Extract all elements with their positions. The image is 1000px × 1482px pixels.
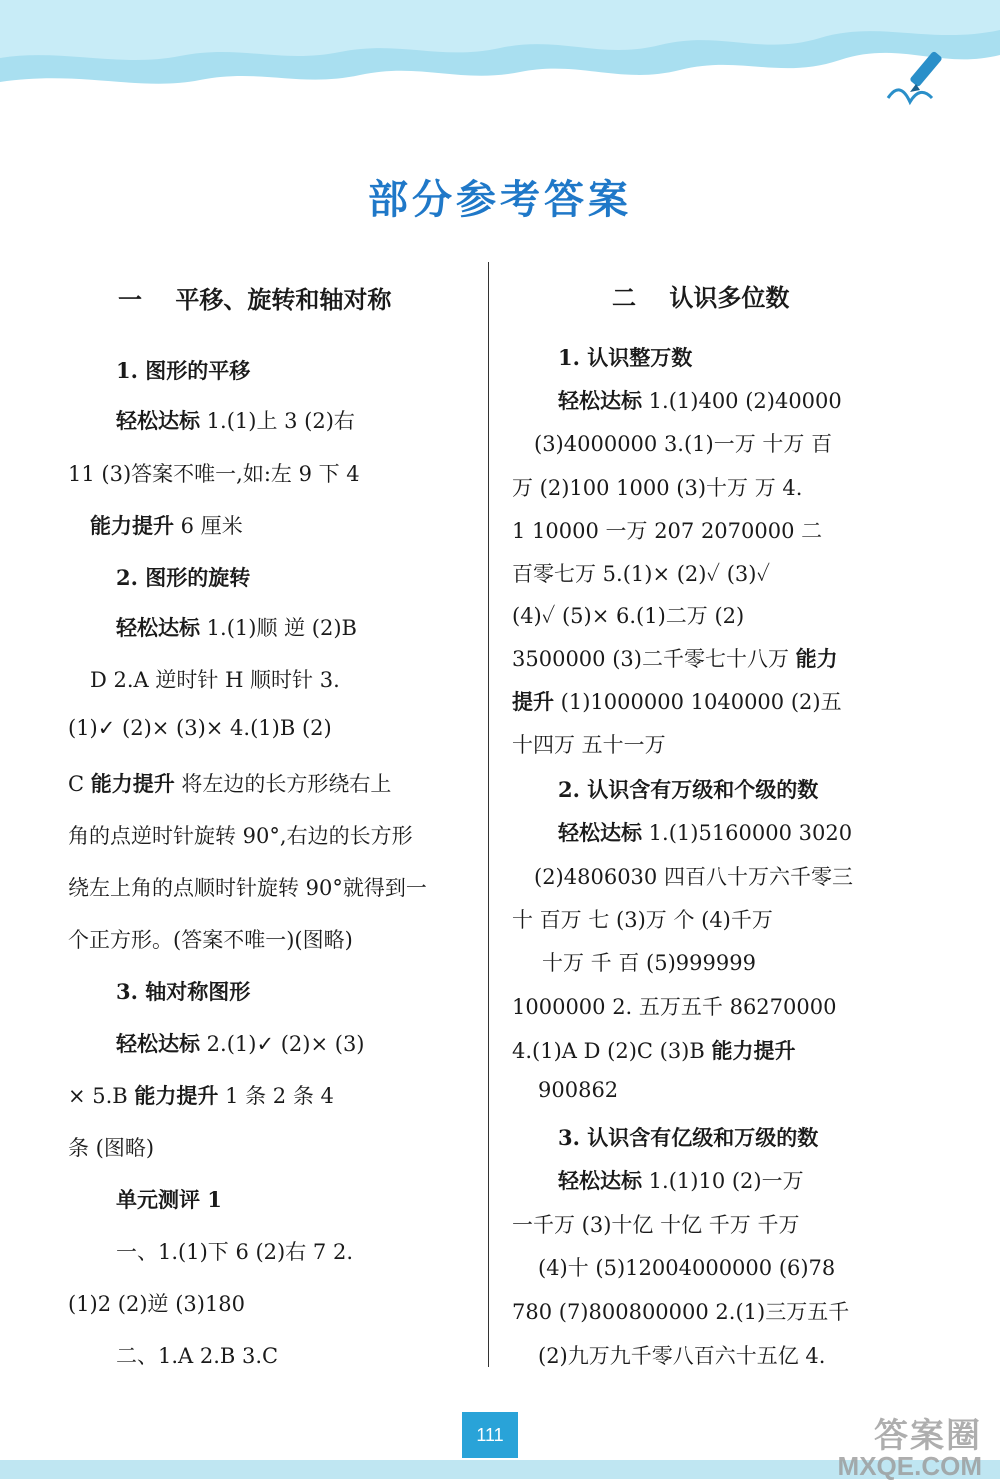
- answer-text: 一千万 (3)十亿 十亿 千万 千万: [512, 1213, 800, 1237]
- answer-line: [512, 904, 773, 934]
- answer-text: 万 (2)100 1000 (3)十万 万 4.: [512, 476, 803, 500]
- answer-text: 1.(1)400 (2)40000: [642, 389, 842, 413]
- section-heading: 1. 认识整万数: [558, 345, 693, 370]
- label-bold: 能力提升: [90, 771, 175, 796]
- answer-line: [68, 716, 332, 740]
- answer-text: (4)✓ (5)× 6.(1)二万 (2): [512, 604, 745, 628]
- label-bold: 能力提升: [711, 1038, 796, 1063]
- answer-text: D 2.A 逆时针 H 顺时针 3.: [90, 668, 340, 692]
- answer-line: [512, 1209, 799, 1239]
- answer-text: (3)4000000 3.(1)一万 十万 百: [534, 432, 833, 456]
- answer-line: [538, 1340, 825, 1370]
- answer-text: 1.(1)10 (2)一万: [642, 1169, 804, 1193]
- answer-line: [512, 729, 666, 759]
- answer-text: 1 条 2 条 4: [218, 1084, 334, 1108]
- answer-text: (4)十 (5)12004000000 (6)78: [538, 1256, 836, 1280]
- answer-line: [116, 612, 357, 642]
- answer-line: [534, 861, 853, 891]
- answer-text: 6 厘米: [174, 514, 243, 538]
- answer-text: 个正方形。(答案不唯一)(图略): [68, 928, 353, 952]
- answer-text: 900862: [538, 1078, 619, 1102]
- answer-line: [558, 817, 852, 847]
- answer-text: 十 百万 七 (3)万 个 (4)千万: [512, 908, 773, 932]
- answer-text: 1.(1)上 3 (2)右: [200, 409, 355, 433]
- answer-text: 1.(1)顺 逆 (2)B: [200, 616, 357, 640]
- label-bold: 提升: [512, 689, 554, 714]
- answer-line: [116, 1028, 365, 1058]
- chapter-heading: 二 认识多位数: [612, 283, 790, 312]
- answer-line: [68, 458, 360, 488]
- answer-text: 1.(1)5160000 3020: [642, 821, 853, 845]
- answer-text: 将左边的长方形绕右上: [174, 772, 392, 796]
- answer-line: [68, 1080, 334, 1110]
- label-bold: 轻松达标: [116, 408, 200, 433]
- label-bold: 轻松达标: [116, 1031, 200, 1056]
- answer-text: 二、1.A 2.B 3.C: [116, 1344, 279, 1368]
- watermark-url: MXQE.COM: [837, 1451, 982, 1481]
- answer-text: 2.(1)✓ (2)× (3): [200, 1032, 365, 1056]
- answer-text: (2)4806030 四百八十万六千零三: [534, 865, 853, 889]
- answer-line: [558, 385, 842, 415]
- answer-line: [90, 664, 340, 694]
- answer-text: 4.(1)A D (2)C (3)B: [512, 1039, 712, 1063]
- label-bold: 能力提升: [90, 513, 174, 538]
- answer-line: [68, 1132, 154, 1162]
- answer-line: [538, 1078, 618, 1102]
- section-heading: 3. 认识含有亿级和万级的数: [558, 1125, 819, 1150]
- watermark: [838, 1408, 982, 1482]
- answer-text: 一、1.(1)下 6 (2)右 7 2.: [116, 1240, 353, 1264]
- answer-line: [68, 1288, 245, 1318]
- label-bold: 轻松达标: [558, 1168, 642, 1193]
- answer-line: [512, 472, 802, 502]
- label-bold: 能力: [795, 646, 838, 671]
- column-divider: [488, 262, 489, 1367]
- answer-line: [512, 1035, 795, 1065]
- label-bold: 轻松达标: [558, 820, 642, 845]
- page-title: 部分参考答案: [368, 176, 632, 223]
- section-heading: 2. 认识含有万级和个级的数: [558, 777, 819, 802]
- label-bold: 轻松达标: [558, 388, 642, 413]
- answer-text: 十四万 五十一万: [512, 733, 666, 757]
- answer-text: 780 (7)800800000 2.(1)三万五千: [512, 1300, 850, 1324]
- answer-line: [512, 643, 838, 673]
- answer-text: (2)九万九千零八百六十五亿 4.: [538, 1344, 826, 1368]
- label-bold: 轻松达标: [116, 615, 200, 640]
- answer-text: 11 (3)答案不唯一,如:左 9 下 4: [68, 462, 360, 486]
- label-bold: 能力提升: [134, 1083, 219, 1108]
- answer-text: 1000000 2. 五万五千 86270000: [512, 995, 837, 1019]
- page-number: 111: [462, 1412, 518, 1458]
- answer-text: (1)1000000 1040000 (2)五: [554, 690, 842, 714]
- answer-line: [68, 768, 391, 798]
- answer-text: 1 10000 一万 207 2070000 二: [512, 519, 823, 543]
- answer-line: [68, 924, 353, 954]
- answer-text: 3500000 (3)二千零七十八万: [512, 647, 796, 671]
- answer-text: (1)2 (2)逆 (3)180: [68, 1292, 246, 1316]
- answer-line: [116, 1340, 278, 1370]
- chapter-heading: 一 平移、旋转和轴对称: [118, 285, 392, 314]
- answer-line: [538, 1252, 835, 1282]
- answer-line: [512, 515, 822, 545]
- answer-line: [512, 558, 770, 588]
- header-wave-decoration: [0, 0, 1000, 110]
- section-heading: 3. 轴对称图形: [116, 979, 251, 1004]
- answer-line: [534, 428, 832, 458]
- answer-text: 条 (图略): [68, 1136, 155, 1160]
- answer-line: [90, 510, 243, 540]
- answer-line: [512, 686, 842, 716]
- watermark-logo-text: 答案圈: [874, 1417, 982, 1455]
- section-heading: 2. 图形的旋转: [116, 565, 251, 590]
- answer-text: 角的点逆时针旋转 90°,右边的长方形: [68, 824, 413, 848]
- answer-line: [116, 405, 355, 435]
- answer-text: × 5.B: [68, 1084, 135, 1108]
- answer-line: [116, 1236, 353, 1266]
- answer-text: 百零七万 5.(1)× (2)✓ (3)✓: [512, 562, 770, 586]
- section-heading: 单元测评 1: [116, 1187, 222, 1212]
- answer-line: [558, 1165, 804, 1195]
- section-heading: 1. 图形的平移: [116, 358, 251, 383]
- answer-line: [512, 991, 836, 1021]
- answer-line: [512, 600, 744, 630]
- answer-line: [68, 872, 427, 902]
- answer-line: [512, 1296, 849, 1326]
- answer-line: [542, 947, 756, 977]
- pen-icon: [880, 40, 960, 110]
- answer-text: 绕左上角的点顺时针旋转 90°就得到一: [68, 876, 427, 900]
- answer-text: (1)✓ (2)× (3)× 4.(1)B (2): [68, 716, 332, 740]
- answer-text: C: [68, 772, 91, 796]
- answer-line: [68, 820, 413, 850]
- answer-text: 十万 千 百 (5)999999: [542, 951, 756, 975]
